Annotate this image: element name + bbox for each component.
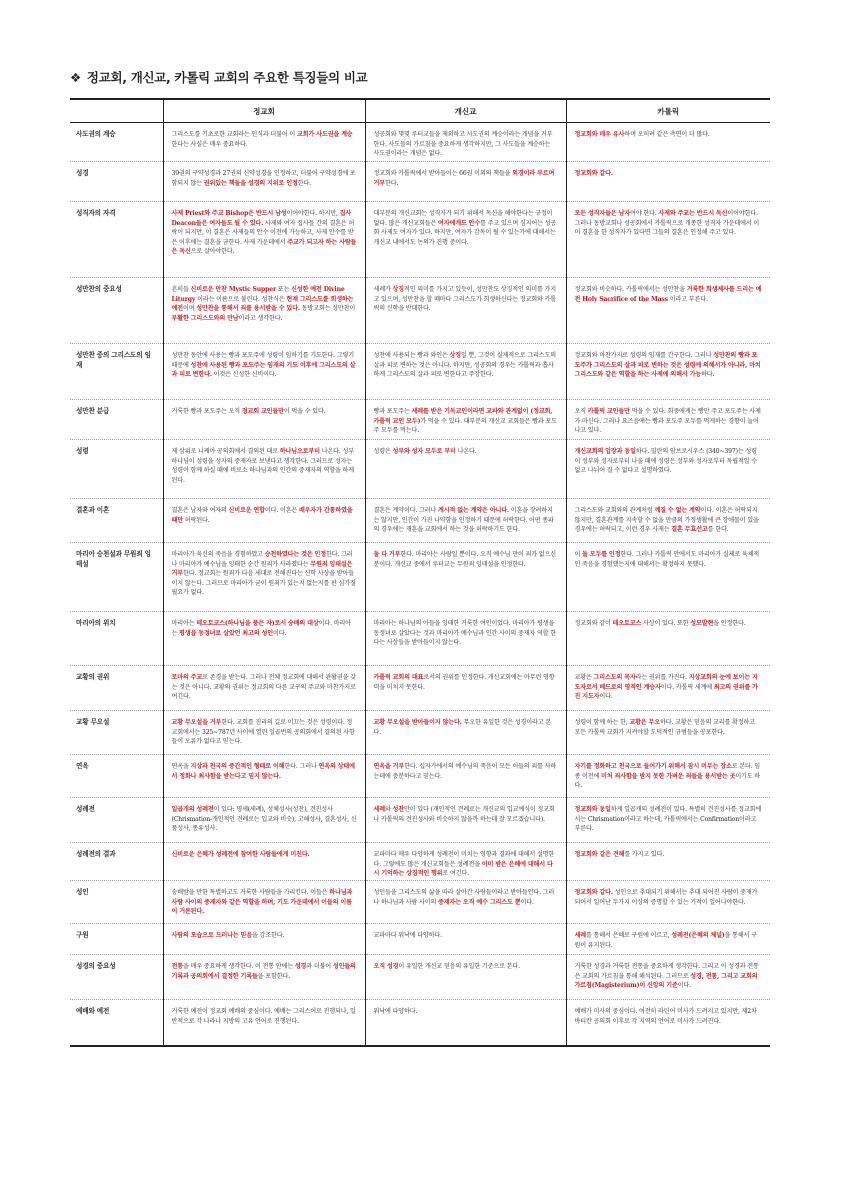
body-text: 이다. <box>272 629 287 637</box>
cell-catholic <box>566 755 770 798</box>
cell-orthodox <box>163 955 365 1000</box>
cell-catholic <box>566 881 770 924</box>
table-row <box>70 499 770 543</box>
body-text: 이다. 이혼은 허락되지 않지만, 결혼관계를 지속할 수 없을 만큼의 가정생활에 큰 장애물이 있을 경우에는 허락되고, 이런 경우 사제는 <box>574 507 759 533</box>
cell-protestant <box>365 881 566 924</box>
body-text: 성령은 <box>373 448 393 455</box>
highlighted-text: 사람의 모습으로 드러나는 믿음 <box>171 932 252 939</box>
highlighted-text: 성부와 성자 모두로 부터 <box>392 448 456 455</box>
body-text: 를 주고 있으며 심지어는 성공회 사제도 여자가 있다. 하지만, 여자가 감독이 될 수 있는가에 대해서는 개신교 내에서도 논의가 진행 중이다. <box>373 219 557 246</box>
row-topic: 성례전의 결과 <box>70 843 163 881</box>
body-text: 한다. 십자가에서의 예수님의 죽음이 모든 이들의 죄를 사하는데에 충분하다고 믿는다. <box>373 763 557 780</box>
body-text: 한다. 그러나 카톨릭 안에서도 마리아가 실제로 육체적인 죽음을 경험했는지에 대해서는 확정하지 못했다. <box>574 551 760 568</box>
cell-protestant <box>365 202 566 278</box>
cell-orthodox <box>163 344 365 400</box>
cell-catholic <box>566 123 770 162</box>
body-text: 또는 <box>276 286 292 293</box>
body-text: 한다. 그러나 <box>284 763 319 770</box>
table-row <box>70 666 770 711</box>
body-text: 정교회와 마찬가지로 성령의 임재를 간구한다. 그러나 <box>574 352 714 359</box>
highlighted-text: 배우자가 간통하였을 때만 <box>171 507 353 524</box>
cell-orthodox <box>163 843 365 881</box>
highlighted-text: 거룩한 희생제사를 드리는 예전 Holy Sacrifice of the Mass <box>574 286 762 303</box>
body-text: 만이 있다 (개인적인 견례로는 개신교의 입교예식이 정교회나 카톨릭의 견진성사와 비슷하지 않을까 하는데 잘 모르겠습니다). <box>373 806 555 823</box>
body-text: 무오한 유일한 것은 성경이라고 본다. <box>373 719 551 736</box>
cell-orthodox <box>163 123 365 162</box>
highlighted-text: 이미 받은 은혜에 대해서 다시 기억하는 상징적인 행위 <box>373 860 553 877</box>
body-text: 로 본다. 임종 이전에 <box>574 763 761 780</box>
body-text: 일 뿐, 그것이 실제적으로 그리스도의 살과 피로 변하는 것은 아니다. 하지만, 성공회의 경우는 카톨릭과 흡사하게 그리스도의 살과 피로 변한다고 주장한다. <box>373 352 556 378</box>
highlighted-text: 최고의 권위를 가진 지도자 <box>574 683 758 700</box>
body-text: 성공회와 몇몇 루터교들을 제외하고 사도권의 계승이라는 개념을 거부한다. 사도들의 가르침을 중요하게 생각하지만, 그 사도들을 계승하는 사도권이라는 개념은 없다. <box>373 131 553 157</box>
body-text: 이다. <box>599 693 613 700</box>
table-row <box>70 881 770 924</box>
cell-orthodox <box>163 798 365 843</box>
body-text: 성인들을 그리스도의 삶을 따라 살아간 사람들이라고 받아들인다. 그러나 하나님과 사람 사이의 <box>373 889 555 906</box>
body-text: 마리아는 하나님의 아들을 잉태한 거룩한 여인이었다. 마리아가 평생을 동정녀로 살았다는 것과 마리아가 예수님과 인간 사이의 중재자 역할 한다는 사상들을 받아들이지 않는다. <box>373 620 556 646</box>
highlighted-text: 신성한 예전 Divine Liturgy <box>171 286 345 303</box>
body-text: 이혼을 장려하지는 않지만, 인간이 가진 나약함을 인정하기 때문에 허락한다. 어떤 종파의 경우에는 재혼을 교회에서 하는 것을 허락하기도 한다. <box>373 507 554 533</box>
body-text: 을 인정한다. <box>713 620 746 627</box>
body-text: 정교회와 카톨릭에서 받아들이는 66권 이외의 책들을 <box>373 170 513 177</box>
table-row <box>70 843 770 881</box>
body-text: 정교회와 같이 <box>574 620 613 627</box>
highlighted-text: 중재자는 오직 예수 그리스도 뿐 <box>438 898 521 906</box>
body-text: 가 먹을 수 있다. 대부분의 개신교 교회들은 빵과 포도주 모두를 먹는다. <box>373 417 557 434</box>
header-catholic: 카톨릭 <box>566 99 770 123</box>
highlighted-text: 여자에게도 안수 <box>438 219 481 227</box>
table-header <box>70 99 770 123</box>
cell-catholic <box>566 162 770 202</box>
cell-catholic <box>566 344 770 400</box>
cell-orthodox <box>163 666 365 711</box>
highlighted-text: 성만찬의 빵과 포도주가 그리스도의 살과 피로 변하는 것은 성령에 의해서가 아니라, 마치 그리스도와 같은 역할을 하는 사제에 의해서 가능 <box>574 352 761 378</box>
highlighted-text: 결혼 무효선고 <box>671 526 708 533</box>
row-topic: 교황의 권위 <box>70 666 163 711</box>
table-row <box>70 278 770 344</box>
highlighted-text: 카톨릭 교인들만 <box>587 408 630 415</box>
body-text: 교파마다 워낙에 다양하다. <box>373 932 442 939</box>
cell-orthodox <box>163 400 365 440</box>
cell-orthodox <box>163 1000 365 1046</box>
row-topic: 성만찬 분급 <box>70 400 163 440</box>
highlighted-text: 세례 <box>574 932 586 939</box>
table-row <box>70 344 770 400</box>
highlighted-text: 계시적 없는 계약은 아니다. <box>438 507 510 514</box>
body-text: 이어야한다. 그러나 동방교회나 성공회에서 카톨릭으로 개종한 성직자 가운데에서 이미 결혼을 한 성직자가 있다면 그들의 결혼은 인정해 주고 있다. <box>574 210 760 236</box>
table-row <box>70 711 770 755</box>
body-text: 이어야한다. 하지만, <box>286 210 340 217</box>
highlighted-text: 성경 <box>294 963 307 970</box>
table-row <box>70 924 770 955</box>
body-text: 한다. <box>297 179 311 187</box>
body-text: 숭배받을 만한 특별하고도 거룩한 사람들을 가리킨다. 이들은 <box>171 889 330 896</box>
highlighted-text: 그리스도의 목자 <box>593 674 636 681</box>
body-text: 교파마다 매우 다양하게 성례전이 미치는 영향과 결과에 대해서 설명한다. 그렇에도 많은 개신교회들은 성례전을 <box>373 851 555 868</box>
body-text: 으로 살아야한다. <box>190 248 235 255</box>
body-text: 을 포함한다. <box>257 972 290 980</box>
cell-orthodox <box>163 612 365 666</box>
highlighted-text: 오직 성경 <box>373 963 399 970</box>
body-text: 로서의 권위를 인정한다. 개신교회에는 아무런 영향력을 미치지 못한다. <box>373 674 555 691</box>
body-text: 결혼은 계약이다. 그러나 <box>373 507 439 514</box>
highlighted-text: 성만찬을 통해서 죄를 용서받을 수 있다. <box>196 305 300 312</box>
cell-catholic <box>566 400 770 440</box>
highlighted-text: 개신교회의 입장과 동일 <box>574 448 636 455</box>
body-text: 이 있다: 영세(세례), 성체성사(성찬), 견진성사(Chrismation-개인적인 견례로는 입교와 비슷), 고해성사, 결혼성사, 신품성사, 종유성사. <box>171 806 357 832</box>
cell-protestant <box>365 666 566 711</box>
cell-protestant <box>365 344 566 400</box>
body-text: 마리아는 <box>171 620 197 627</box>
body-text: 이라고 생각한다. <box>238 314 283 322</box>
cell-orthodox <box>163 278 365 344</box>
highlighted-text: 평생을 동정녀로 살았던 최고의 성인 <box>179 629 273 637</box>
body-text: 먹을 수 있다. 회중에게는 빵만 주고 포도주는 사제가 마신다. 그러나 요즈음에는 빵과 포도주 모두를 먹게하는 경향이 늘어나고 있다. <box>574 408 761 434</box>
cell-protestant <box>365 843 566 881</box>
cell-catholic <box>566 543 770 612</box>
row-topic: 예배와 예전 <box>70 1000 163 1046</box>
cell-catholic <box>566 666 770 711</box>
highlighted-text: 미처 죄사함을 받지 못한 가벼운 죄들을 용서받는 곳 <box>601 772 736 780</box>
body-text: 성령이 함께 하는 한, <box>574 719 630 726</box>
highlighted-text: 세례를 받은 기독교인이라면 교파와 관계없이 (정교회, 카톨릭 교인 모두) <box>373 408 553 425</box>
cell-orthodox <box>163 202 365 278</box>
cell-protestant <box>365 400 566 440</box>
highlighted-text: 하나님으로부터 <box>279 448 320 455</box>
highlighted-text: 신비로운 연합 <box>228 507 265 514</box>
table-row <box>70 798 770 843</box>
cell-protestant <box>365 499 566 543</box>
table-row <box>70 440 770 499</box>
body-text: 하게 일곱개의 성례전이 있다. 특별히 견진성사를 정교회에서는 Chrismation이라고 하는데, 카톨릭에서는 Confirmation이라고 부른다. <box>574 806 762 832</box>
row-topic: 연옥 <box>70 755 163 798</box>
highlighted-text: 테오토코스 <box>612 620 642 627</box>
body-text: 라는 권위를 가진다. <box>635 674 689 681</box>
body-text: 39권의 구약성경과 27권의 신약성경을 인정하고, 더불어 구약성경에 포함되지 않는 <box>171 170 356 187</box>
body-text: 세례가 <box>373 286 393 293</box>
highlighted-text: 성경, 전통, 그리고 교회의 가르침(Magisterium)이 신앙의 기준 <box>574 972 758 989</box>
highlighted-text: 교황은 무오 <box>629 719 660 726</box>
body-text: 나온다. 성부 하나님이 성령을 성자의 중재자로 보낸다고 생각한다. 그러므로 성자는 성령이 함께 하실 때에 비로소 하나님과의 인간의 중재자의 역할을 하게 된다. <box>171 448 354 484</box>
body-text: 이 유일한 개신교 믿음의 유일한 기준으로 본다. <box>398 963 520 970</box>
highlighted-text: 세례 <box>373 806 385 813</box>
body-text: 그리스도를 기초로한 교회라는 인식과 더불어 이 <box>171 131 297 138</box>
cell-protestant <box>365 798 566 843</box>
table-row <box>70 400 770 440</box>
body-text: 대부분의 개신교회는 성직자가 되기 위해서 독신을 해야한다는 규정이 없다. 많은 개신교회들은 <box>373 210 553 227</box>
highlighted-text: 상징 <box>392 286 404 293</box>
row-topic: 성직자의 자격 <box>70 202 163 278</box>
cell-protestant <box>365 162 566 202</box>
body-text: 성찬에 사용되는 빵과 와인은 <box>373 352 450 359</box>
cell-protestant <box>365 123 566 162</box>
body-text: 를 한다. <box>707 526 729 533</box>
cell-protestant <box>365 543 566 612</box>
table-row <box>70 543 770 612</box>
cell-protestant <box>365 924 566 955</box>
cell-catholic <box>566 202 770 278</box>
cell-orthodox <box>163 543 365 612</box>
body-text: 성인으로 추대되기 위해서는 추대 되어진 사람이 중재가 되어서 일어난 두가지 이상의 증명할 수 있는 기적이 일어나야한다. <box>574 889 758 906</box>
body-text: 한다. 그러나 마리아가 예수님을 잉태한 순간 원죄가 사라졌다는 <box>171 551 353 568</box>
highlighted-text: 지상교회의 눈에 보이는 지도자로서 베드로의 영적인 계승자 <box>574 674 758 691</box>
body-text: 정교회와 비슷하다. 카톨릭에서는 성만찬을 <box>574 286 687 293</box>
body-text: 사제와 여자 집사들 간의 결혼은 허락이 되지만, 이 결혼은 사제들의 안수 이전에 가능하고, 사제 안수를 받은 이후에는 결혼을 금한다. 사제 가운데에서 <box>171 219 355 246</box>
body-text: 한다. 마리아는 사람일 뿐이다. 오직 예수님 만이 죄가 없으신 분이다. 개신교 중에서 루터교는 무원죄 잉태설을 인정한다. <box>373 551 556 568</box>
body-text: 거룩한 빵과 포도주는 오직 <box>171 408 242 415</box>
body-text: 적인 의미를 가지고 있듯이, 성만찬도 상징적인 의미를 가지고 있으며, 성만찬을 할 때마다 그리스도가 희생하신다는 정교회와 카톨릭의 신학을 반대한다. <box>373 286 556 312</box>
table-row <box>70 612 770 666</box>
body-text: 이 먹을 수 있다. <box>283 408 326 415</box>
body-text: 로 여긴다. <box>442 870 470 877</box>
highlighted-text: 현재 그리스도를 희생하는 예전 <box>171 295 354 312</box>
highlighted-text: 권위있는 책들을 성경의 지위로 인정 <box>203 179 298 187</box>
body-text: 나온다. <box>455 448 477 455</box>
body-text: 허락된다. <box>182 516 210 524</box>
highlighted-text: 로마의 주교 <box>171 674 203 681</box>
cell-catholic <box>566 711 770 755</box>
highlighted-text: 연옥의 상태에서 정화나 최사함을 받는다고 믿지 않는다. <box>171 763 355 780</box>
header-orthodox: 정교회 <box>163 99 365 123</box>
cell-catholic <box>566 612 770 666</box>
highlighted-text: 부활한 그리스도와의 만남 <box>171 314 239 322</box>
row-topic: 성경 <box>70 162 163 202</box>
body-text: 하다. <box>701 371 715 378</box>
row-topic: 사도권의 계승 <box>70 123 163 162</box>
body-text: 을 매우 중요하게 생각한다. 이 전통 안에는 <box>182 963 295 970</box>
table-body <box>70 123 770 1046</box>
row-topic: 성령 <box>70 440 163 499</box>
cell-orthodox <box>163 162 365 202</box>
body-text: 과 더불어 <box>306 963 333 970</box>
cell-catholic <box>566 924 770 955</box>
table-row <box>70 162 770 202</box>
header-topic <box>70 99 163 123</box>
body-text: 하다. 교황은 믿음의 교리를 확정하고 모든 카톨릭 교회가 지켜야할 도덕적인 규범들을 공포한다. <box>574 719 755 736</box>
body-text: 로 존경을 받는다. 그러나 전체 정교회에 대해서 관활권을 갖는 것은 아니다. 교황의 권위는 정교회의 다른 교구의 주교와 마찬가지로 여긴다. <box>171 674 356 700</box>
body-text: 한다. 정교회는 원죄가 다음 세대로 전해진다는 신학 사상을 받아들이지 않는다. 그러므로 마리아가 굳이 원죄가 있는지 없는지를 판 심가질 필요가 없다. <box>171 570 356 596</box>
body-text: 결혼은 남자와 여자의 <box>171 507 229 514</box>
row-topic: 결혼과 이혼 <box>70 499 163 543</box>
cell-catholic <box>566 955 770 1000</box>
comparison-table <box>70 98 770 1047</box>
body-text: 그리스도와 교회와의 관계처럼 <box>574 507 655 514</box>
cell-orthodox <box>163 440 365 499</box>
cell-orthodox <box>163 711 365 755</box>
row-topic: 마리아의 위치 <box>70 612 163 666</box>
row-topic: 성만찬 중의 그리스도의 임재 <box>70 344 163 400</box>
row-topic: 마리아 승천설과 무원죄 잉태설 <box>70 543 163 612</box>
highlighted-text: 둘 다 거부 <box>373 551 401 558</box>
highlighted-text: 주교가 되고자 하는 사람들은 독신 <box>171 238 357 255</box>
body-text: 거룩한 예전이 정교회 예배의 중심이다. 예배는 그리스어로 진행되나, 일반적으로 각 나라나 지방의 고유 언어로 진행된다. <box>171 1008 356 1025</box>
body-text: 을 통해서 구원이 유지된다. <box>574 932 757 949</box>
highlighted-text: 사제 Priest와 주교 Bishop은 반드시 남성 <box>171 210 287 217</box>
highlighted-text: 정교회와 매우 유사 <box>574 131 625 138</box>
row-topic: 성례전 <box>70 798 163 843</box>
body-text: 한다. 교회를 진리의 길로 이끄는 것은 성령이다. 정교회에서는 325~787년 사이에 열린 일곱번의 공의회에서 결의된 사항들이 오류가 없다고 믿는다. <box>171 719 355 745</box>
body-text: 교황은 <box>574 674 594 681</box>
cell-catholic <box>566 798 770 843</box>
cell-catholic <box>566 843 770 881</box>
row-topic: 구원 <box>70 924 163 955</box>
cell-orthodox <box>163 881 365 924</box>
highlighted-text: 정교회와 동일 <box>574 806 611 813</box>
body-text: 사상이 있다. 또한 <box>641 620 691 627</box>
highlighted-text: 교황 무오설을 거부 <box>171 719 222 726</box>
cell-catholic <box>566 499 770 543</box>
highlighted-text: 성인들의 기록과 공의회에서 결정한 기록들 <box>171 963 356 980</box>
highlighted-text: 하나님과 사람 사이의 중재자와 같은 역할을 하며, 기도 가운데에서 이들의 이름이 거론된다. <box>171 889 353 915</box>
body-text: 흔히들 <box>171 286 191 293</box>
body-text: 오직 <box>574 408 588 415</box>
highlighted-text: 깨질 수 없는 계약 <box>654 507 701 514</box>
row-topic: 성경의 중요성 <box>70 955 163 1000</box>
highlighted-text: 무원죄 잉태설은 거부 <box>171 560 353 577</box>
highlighted-text: 정교회 교인들만 <box>241 408 284 415</box>
highlighted-text: 사제와 주교는 반드시 독신 <box>658 210 728 217</box>
body-text: 이다. 마리아는 <box>171 620 351 637</box>
highlighted-text: 테오토코스(하나님을 품은 자)로서 숭배의 대상 <box>196 620 319 627</box>
cell-protestant <box>365 278 566 344</box>
highlighted-text: 교황 무오설을 받아들이지 않는다. <box>373 719 462 726</box>
body-text: 이다. <box>520 898 534 906</box>
page-title <box>70 68 367 86</box>
highlighted-text: 성찬 <box>392 806 404 813</box>
body-text: 워낙에 다양하다. <box>373 1008 418 1015</box>
body-text: 동방교회는 성만찬이 <box>299 305 356 312</box>
cell-catholic <box>566 440 770 499</box>
body-text: 빵과 포도주는 <box>373 408 412 415</box>
body-text: 이라는 이름으로 불린다. 성찬식은 <box>195 295 287 303</box>
header-protestant: 개신교 <box>365 99 566 123</box>
cell-orthodox <box>163 924 365 955</box>
table-row <box>70 1000 770 1046</box>
highlighted-text: 성례전(은혜의 체널) <box>671 932 725 939</box>
body-text: 을 강조한다. <box>252 932 285 939</box>
body-text: 이다. 카톨릭 세계에 <box>660 683 714 691</box>
row-topic: 성만찬의 중요성 <box>70 278 163 344</box>
cell-protestant <box>365 440 566 499</box>
highlighted-text: 정교회와 같은 견해 <box>574 851 625 858</box>
cell-protestant <box>365 711 566 755</box>
body-text: 마리아가 육신의 죽음을 경험하였고 <box>171 551 265 558</box>
highlighted-text: 승천하였다는 것은 인정 <box>264 551 327 558</box>
body-text: 이기도 하다. <box>574 772 761 789</box>
body-text: 성만찬 동안에 사용는 빵과 포도주에 성령이 임하기를 기도한다. 그렇기 때문에 <box>171 352 354 369</box>
cell-protestant <box>365 1000 566 1046</box>
cell-catholic <box>566 1000 770 1046</box>
highlighted-text: 둘 모두를 인정 <box>582 551 621 558</box>
highlighted-text: 상징 <box>449 352 461 359</box>
highlighted-text: 전통 <box>171 963 183 970</box>
highlighted-text: 신비로운 은혜가 성례전에 참여한 사람들에게 미친다. <box>171 851 310 858</box>
highlighted-text: 정교회와 같다. <box>574 889 613 896</box>
table-row <box>70 123 770 162</box>
body-text: 한다는 사실은 매우 중요하다. <box>171 140 248 148</box>
highlighted-text: 카톨릭 교회의 대표 <box>373 674 424 681</box>
highlighted-text: 신비로운 만찬 Mystic Supper <box>190 286 277 293</box>
body-text: 이것은 신성한 신비이다. <box>211 371 277 378</box>
body-text: 를 가지고 있다. <box>624 851 665 858</box>
highlighted-text: 집사 Deacon들은 여자들도 될 수 있다. <box>171 210 352 227</box>
highlighted-text: 일곱개의 성례전 <box>171 806 214 813</box>
table-row <box>70 202 770 278</box>
highlighted-text: 지상과 천국의 중간적인 형태로 이해 <box>190 763 285 770</box>
cell-orthodox <box>163 755 365 798</box>
table-row <box>70 955 770 1000</box>
body-text: 거룩한 성경과 거룩한 전통을 중요하게 생각한다. 그리고 이 성경과 전통은 교회의 가르침을 통해 해석된다. 그러므로 <box>574 963 759 980</box>
body-text: 와 <box>384 806 393 813</box>
body-text: 제 삼위로 니케아 공의회에서 결의된 대로 <box>171 448 280 455</box>
highlighted-text: 연옥을 거부 <box>373 763 405 770</box>
cell-orthodox <box>163 499 365 543</box>
diamond-bullet-icon: ❖ <box>70 70 81 85</box>
body-text: 이 <box>574 551 583 558</box>
cell-catholic <box>566 278 770 344</box>
cell-protestant <box>365 955 566 1000</box>
highlighted-text: 성찬에 사용된 빵과 포도주는 임재의 기도 이후에 그리스도의 살과 피로 변한다. <box>171 361 356 378</box>
highlighted-text: 교회가 사도권을 계승 <box>296 131 353 138</box>
table-row <box>70 755 770 798</box>
highlighted-text: 외경이라 부르며 거부 <box>373 170 555 187</box>
body-text: 한다. <box>384 179 399 187</box>
body-text: 이다. <box>677 982 691 989</box>
body-text: 연옥을 <box>171 763 191 770</box>
body-text: 이다. 이혼은 <box>264 507 299 514</box>
cell-protestant <box>365 755 566 798</box>
row-topic: 성인 <box>70 881 163 924</box>
body-text: 하다. 밀란의 암브로시우스 (340~397)는 성령이 성부와 성자로부터 나올 때에 성령은 성부와 성자로부터 독립적일 수 없고 나뉘어 질 수 없다고 설명하였다. <box>574 448 757 474</box>
highlighted-text: 정교회와 같다. <box>574 170 613 177</box>
body-text: 이며 <box>182 305 197 312</box>
cell-protestant <box>365 612 566 666</box>
body-text: 를 통해서 은혜로 구원에 이르고, <box>585 932 672 939</box>
body-text: 이라고 부른다. <box>667 295 708 303</box>
body-text: 하며 오히려 같은 측면이 더 많다. <box>624 131 710 138</box>
body-text: 예배가 미사의 중심이다. 여전히 라틴어 미사가 드려지고 있지만, 제2차 바티칸 공의회 이후로 각 지역의 언어로 미사가 드려진다. <box>574 1008 757 1025</box>
highlighted-text: 성모발현 <box>690 620 714 627</box>
highlighted-text: 자기를 정화하고 천국으로 들어가기 위해서 잠시 머무는 장소 <box>574 763 732 770</box>
page-title-text: 정교회, 개신교, 카톨릭 교회의 주요한 특징들의 비교 <box>86 70 368 85</box>
highlighted-text: 모든 성직자들은 남자 <box>574 210 631 217</box>
row-topic: 교황 무오설 <box>70 711 163 755</box>
body-text: 여야 한다. <box>630 210 659 217</box>
